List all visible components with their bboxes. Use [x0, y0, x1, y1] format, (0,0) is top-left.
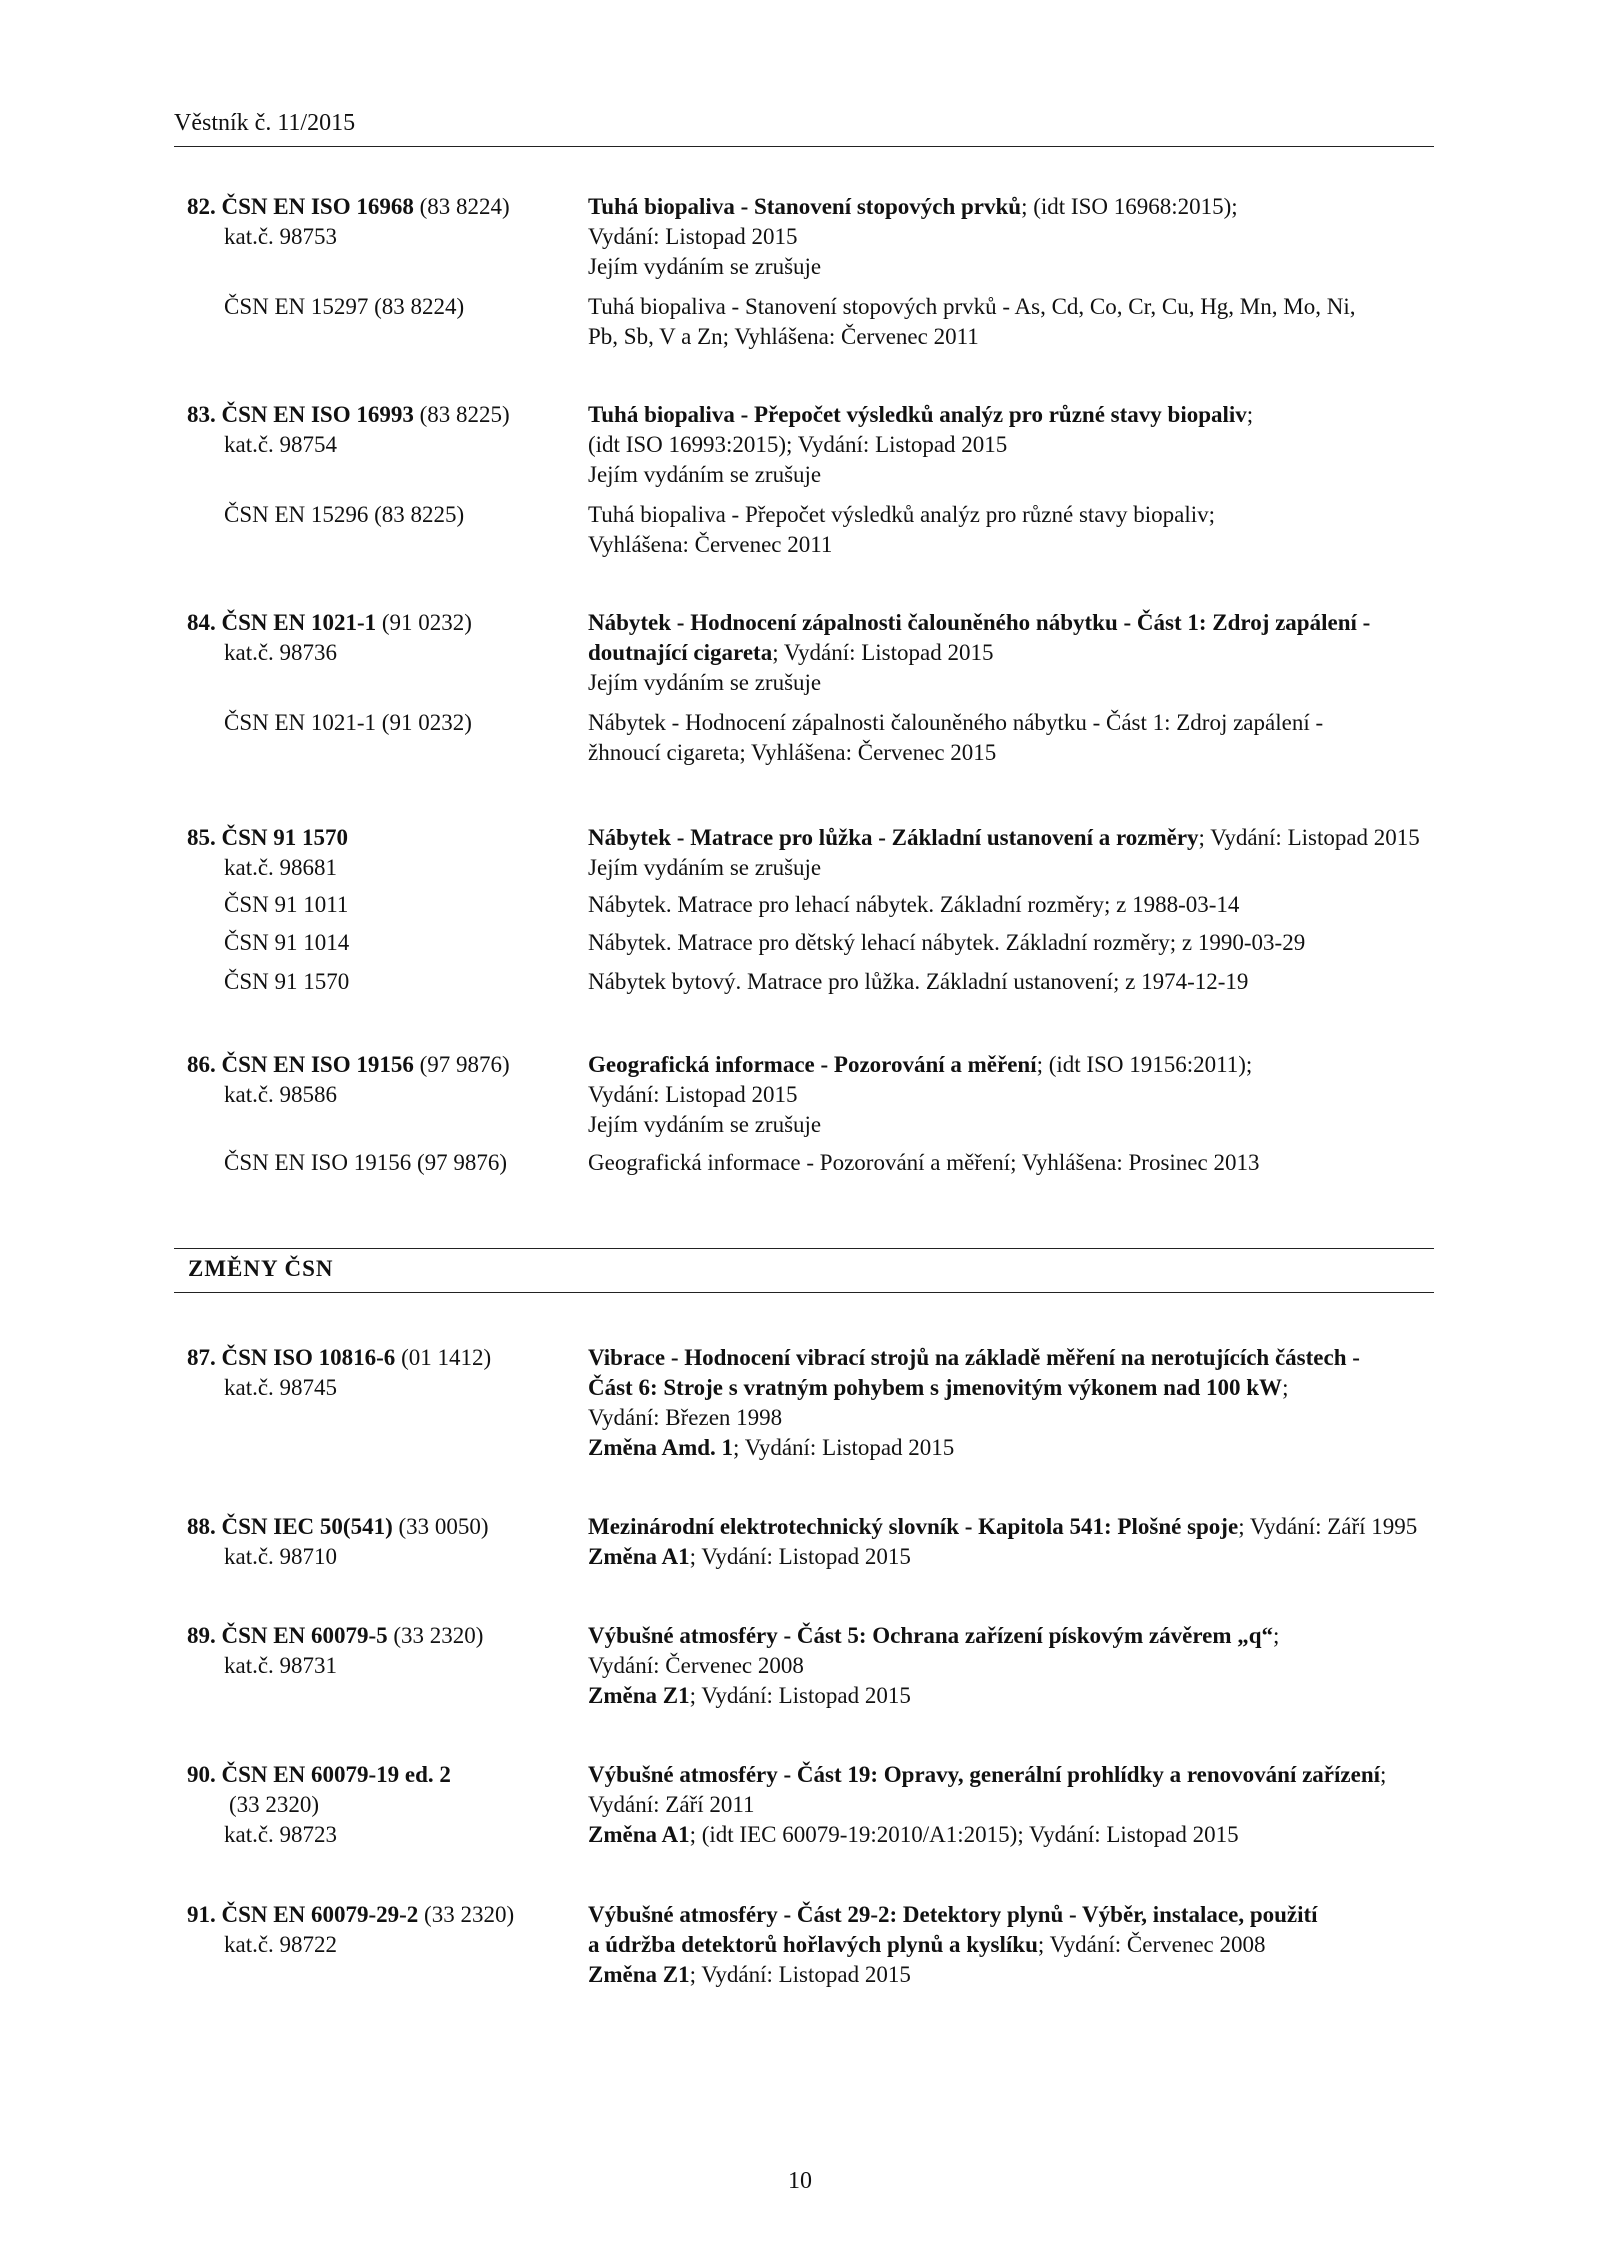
entry-title: a údržba detektorů hořlavých plynů a kyslíku; Vydání: Červenec 2008: [588, 1932, 1266, 1957]
entry-title: Vibrace - Hodnocení vibrací strojů na základě měření na nerotujících částech -: [588, 1345, 1360, 1370]
section-title: ZMĚNY ČSN: [188, 1256, 334, 1281]
entry-catalog-number: kat.č. 98723: [224, 1822, 338, 1847]
entry-catalog-number: kat.č. 98745: [224, 1375, 338, 1400]
entry-code-line: 91. ČSN EN 60079-29-2 (33 2320): [187, 1902, 515, 1927]
entry-code-line: 86. ČSN EN ISO 19156 (97 9876): [187, 1052, 510, 1077]
page-number: 10: [788, 2168, 812, 2194]
section-rule-bottom: [174, 1292, 1434, 1293]
entry-code-line: 83. ČSN EN ISO 16993 (83 8225): [187, 402, 510, 427]
entry-title: Tuhá biopaliva - Přepočet výsledků analýz pro různé stavy biopaliv;: [588, 402, 1254, 427]
section-rule-top: [174, 1248, 1434, 1249]
running-head: Věstník č. 11/2015: [174, 110, 356, 136]
entry-title: Tuhá biopaliva - Stanovení stopových prvků; (idt ISO 16968:2015);: [588, 194, 1238, 219]
replaced-code: ČSN EN 15296 (83 8225): [224, 502, 465, 527]
entry-change: Změna A1; (idt IEC 60079-19:2010/A1:2015); Vydání: Listopad 2015: [588, 1822, 1239, 1847]
replaced-text: Vyhlášena: Červenec 2011: [588, 532, 833, 557]
replaced-text: Nábytek - Hodnocení zápalnosti čalouněného nábytku - Část 1: Zdroj zapálení -: [588, 710, 1324, 735]
replaced-text: Tuhá biopaliva - Přepočet výsledků analýz pro různé stavy biopaliv;: [588, 502, 1216, 527]
entry-code-line: 84. ČSN EN 1021-1 (91 0232): [187, 610, 472, 635]
entry-change: Změna Z1; Vydání: Listopad 2015: [588, 1683, 911, 1708]
entry-issue: Vydání: Listopad 2015: [588, 1082, 798, 1107]
entry-code-line: 89. ČSN EN 60079-5 (33 2320): [187, 1623, 484, 1648]
replaced-text: Pb, Sb, V a Zn; Vyhlášena: Červenec 2011: [588, 324, 979, 349]
replaced-text: žhnoucí cigareta; Vyhlášena: Červenec 2015: [588, 740, 997, 765]
entry-catalog-number: kat.č. 98710: [224, 1544, 338, 1569]
replaced-text: Nábytek. Matrace pro dětský lehací nábytek. Základní rozměry; z 1990-03-29: [588, 930, 1306, 955]
entry-code-line: 90. ČSN EN 60079-19 ed. 2: [187, 1762, 451, 1787]
entry-catalog-number: kat.č. 98753: [224, 224, 338, 249]
entry-title: Nábytek - Matrace pro lůžka - Základní ustanovení a rozměry; Vydání: Listopad 2015: [588, 825, 1420, 850]
entry-title: Výbušné atmosféry - Část 19: Opravy, generální prohlídky a renovování zařízení;: [588, 1762, 1387, 1787]
entry-title: Výbušné atmosféry - Část 29-2: Detektory plynů - Výběr, instalace, použití: [588, 1902, 1318, 1927]
header-rule: [174, 146, 1434, 147]
entry-catalog-number: kat.č. 98731: [224, 1653, 338, 1678]
replaced-code: ČSN 91 1570: [224, 969, 350, 994]
entry-title: Nábytek - Hodnocení zápalnosti čalouněného nábytku - Část 1: Zdroj zapálení -: [588, 610, 1371, 635]
entry-code-line: 87. ČSN ISO 10816-6 (01 1412): [187, 1345, 492, 1370]
entry-catalog-number: kat.č. 98736: [224, 640, 338, 665]
replaced-text: Nábytek. Matrace pro lehací nábytek. Základní rozměry; z 1988-03-14: [588, 892, 1240, 917]
entry-code-line: 85. ČSN 91 1570: [187, 825, 349, 850]
entry-title: Výbušné atmosféry - Část 5: Ochrana zařízení pískovým závěrem „q“;: [588, 1623, 1280, 1648]
entry-issue: Vydání: Březen 1998: [588, 1405, 783, 1430]
entry-catalog-number: kat.č. 98754: [224, 432, 338, 457]
entry-catalog-number: kat.č. 98586: [224, 1082, 338, 1107]
entry-title: Geografická informace - Pozorování a měření; (idt ISO 19156:2011);: [588, 1052, 1253, 1077]
entry-issue: Vydání: Září 2011: [588, 1792, 755, 1817]
entry-cancel-note: Jejím vydáním se zrušuje: [588, 670, 822, 695]
entry-change: Změna Amd. 1; Vydání: Listopad 2015: [588, 1435, 955, 1460]
entry-code-line: 88. ČSN IEC 50(541) (33 0050): [187, 1514, 489, 1539]
replaced-code: ČSN 91 1014: [224, 930, 350, 955]
entry-change: Změna Z1; Vydání: Listopad 2015: [588, 1962, 911, 1987]
entry-cancel-note: Jejím vydáním se zrušuje: [588, 462, 822, 487]
entry-title: Mezinárodní elektrotechnický slovník - Kapitola 541: Plošné spoje; Vydání: Září 1995: [588, 1514, 1418, 1539]
entry-change: Změna A1; Vydání: Listopad 2015: [588, 1544, 911, 1569]
entry-catalog-number: kat.č. 98681: [224, 855, 338, 880]
entry-title: doutnající cigareta; Vydání: Listopad 2015: [588, 640, 994, 665]
replaced-code: ČSN 91 1011: [224, 892, 349, 917]
entry-code-line: 82. ČSN EN ISO 16968 (83 8224): [187, 194, 510, 219]
replaced-text: Tuhá biopaliva - Stanovení stopových prvků - As, Cd, Co, Cr, Cu, Hg, Mn, Mo, Ni,: [588, 294, 1356, 319]
entry-cancel-note: Jejím vydáním se zrušuje: [588, 1112, 822, 1137]
replaced-text: Geografická informace - Pozorování a měření; Vyhlášena: Prosinec 2013: [588, 1150, 1260, 1175]
replaced-code: ČSN EN ISO 19156 (97 9876): [224, 1150, 508, 1175]
entry-issue: Vydání: Červenec 2008: [588, 1653, 804, 1678]
replaced-code: ČSN EN 15297 (83 8224): [224, 294, 465, 319]
entry-issue: Vydání: Listopad 2015: [588, 224, 798, 249]
entry-cancel-note: Jejím vydáním se zrušuje: [588, 254, 822, 279]
entry-title: Část 6: Stroje s vratným pohybem s jmenovitým výkonem nad 100 kW;: [588, 1375, 1289, 1400]
entry-catalog-number: kat.č. 98722: [224, 1932, 338, 1957]
entry-cancel-note: Jejím vydáním se zrušuje: [588, 855, 822, 880]
entry-class-number: (33 2320): [229, 1792, 320, 1817]
replaced-code: ČSN EN 1021-1 (91 0232): [224, 710, 472, 735]
replaced-text: Nábytek bytový. Matrace pro lůžka. Základní ustanovení; z 1974-12-19: [588, 969, 1249, 994]
entry-issue: (idt ISO 16993:2015); Vydání: Listopad 2015: [588, 432, 1008, 457]
